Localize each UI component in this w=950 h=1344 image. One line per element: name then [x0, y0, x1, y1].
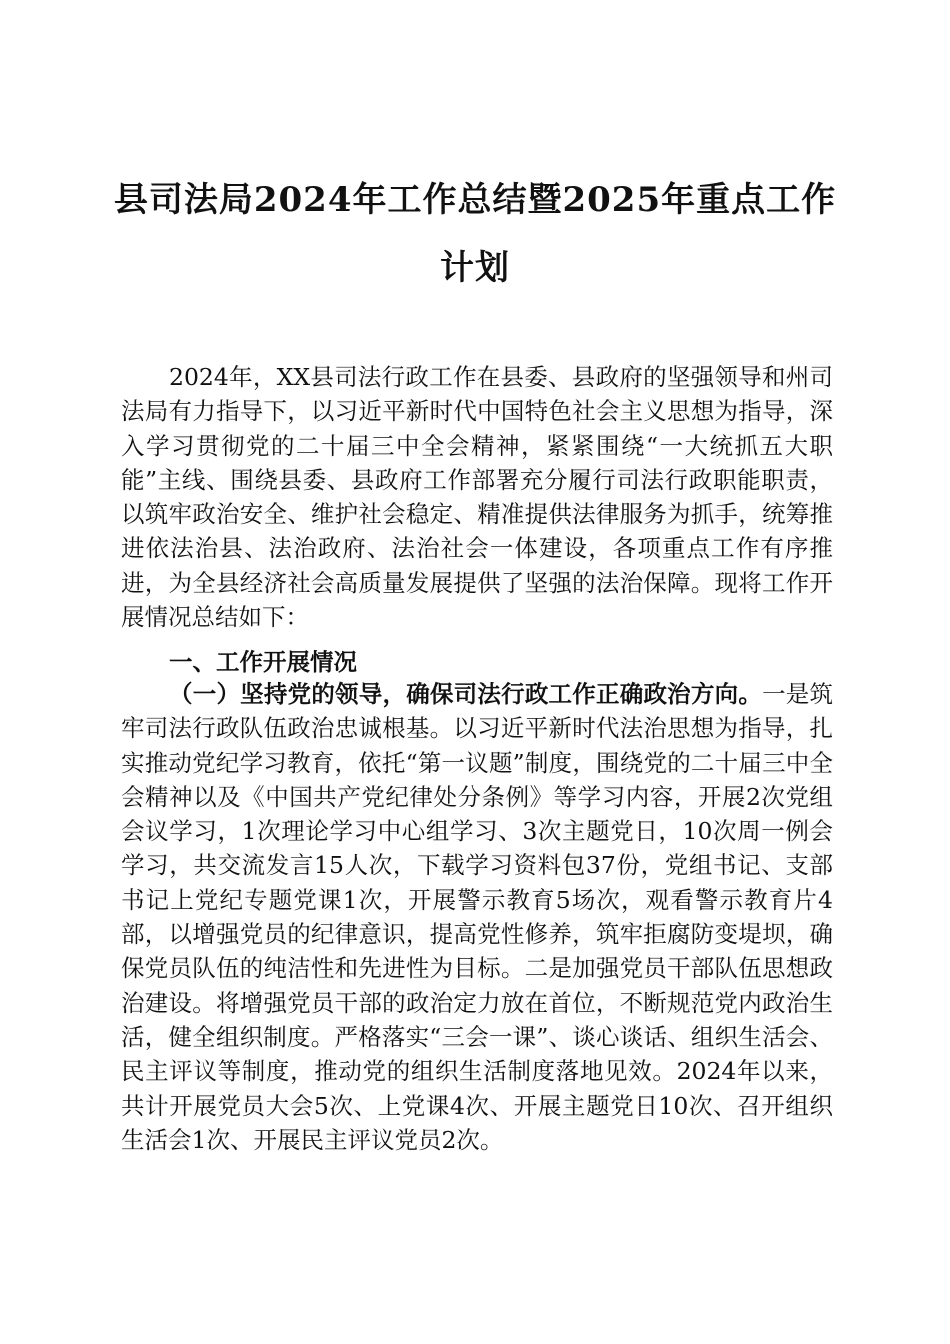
document-title-line-1: 县司法局2024年工作总结暨2025年重点工作 — [113, 180, 837, 220]
subsection-paragraph — [121, 677, 833, 1157]
subsection-heading: （一）坚持党的领导，确保司法行政工作正确政治方向。 — [169, 680, 763, 708]
document-title-line-2: 计划 — [440, 248, 510, 288]
intro-paragraph: 2024年，XX县司法行政工作在县委、县政府的坚强领导和州司法局有力指导下，以习近平新时代中国特色社会主义思想为指导，深入学习贯彻党的二十届三中全会精神，紧紧围绕“一大统抓五大职能”主线、围绕县委、县政府工作部署充分履行司法行政职能职责，以筑牢政治安全、维护社会稳定、精准提供法律服务为抓手，统筹推进依法治县、法治政府、法治社会一体建设，各项重点工作有序推进，为全县经济社会高质量发展提供了坚强的法治保障。现将工作开展情况总结如下： — [121, 363, 833, 632]
subsection-body: 一是筑牢司法行政队伍政治忠诚根基。以习近平新时代法治思想为指导，扎实推动党纪学习教育，依托“第一议题”制度，围绕党的二十届三中全会精神以及《中国共产党纪律处分条例》等学习内容，开展2次党组会议学习，1次理论学习中心组学习、3次主题党日，10次周一例会学习，共交流发言15人次，下载学习资料包37份，党组书记、支部书记上党纪专题党课1次，开展警示教育5场次，观看警示教育片4部，以增强党员的纪律意识，提高党性修养，筑牢拒腐防变堤坝，确保党员队伍的纯洁性和先进性为目标。二是加强党员干部队伍思想政治建设。将增强党员干部的政治定力放在首位，不断规范党内政治生活，健全组织制度。严格落实“三会一课”、谈心谈话、组织生活会、民主评议等制度，推动党的组织生活制度落地见效。2024年以来，共计开展党员大会5次、上党课4次、开展主题党日10次、召开组织生活会1次、开展民主评议党员2次。 — [121, 680, 834, 1154]
section-heading-1: 一、工作开展情况 — [169, 648, 357, 676]
